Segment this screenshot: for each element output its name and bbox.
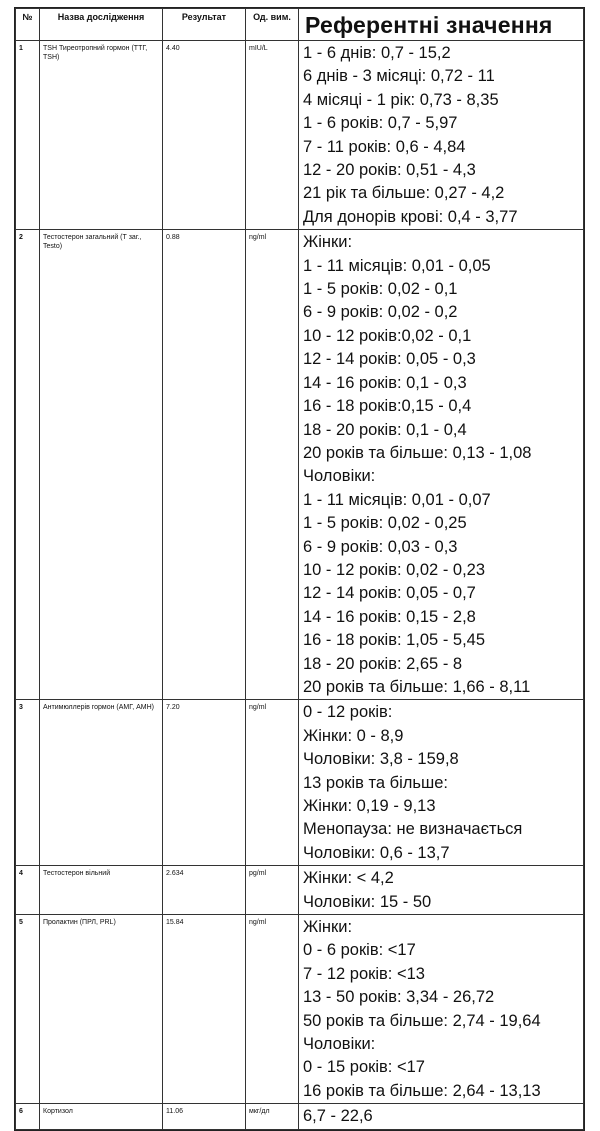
table-header-row <box>16 9 584 41</box>
test-name: Тестостерон загальний (Т заг., Testo) <box>40 230 163 700</box>
reference-line: 1 - 11 місяців: 0,01 - 0,07 <box>303 490 491 509</box>
reference-line: Чоловіки: 0,6 - 13,7 <box>303 843 450 862</box>
test-result: 11.06 <box>163 1104 246 1129</box>
reference-line: 7 - 12 років: <13 <box>303 964 425 983</box>
reference-line: Жінки: 0 - 8,9 <box>303 726 404 745</box>
table-row <box>16 700 584 866</box>
reference-values <box>299 700 584 866</box>
reference-values <box>299 1104 584 1129</box>
test-unit: pg/ml <box>246 866 299 915</box>
test-unit: ng/ml <box>246 230 299 700</box>
test-result: 2.634 <box>163 866 246 915</box>
reference-line: 4 місяці - 1 рік: 0,73 - 8,35 <box>303 90 499 109</box>
lab-results-table-container <box>14 7 585 1131</box>
table-row <box>16 866 584 915</box>
header-result: Результат <box>163 9 246 41</box>
table-body <box>16 41 584 1130</box>
test-result: 0.88 <box>163 230 246 700</box>
reference-values <box>299 230 584 700</box>
reference-line: Чоловіки: <box>303 467 376 486</box>
reference-line: 16 - 18 років:0,15 - 0,4 <box>303 397 472 416</box>
reference-line: 12 - 20 років: 0,51 - 4,3 <box>303 161 476 180</box>
reference-values <box>299 41 584 230</box>
reference-values <box>299 866 584 915</box>
reference-line: 0 - 15 років: <17 <box>303 1058 425 1077</box>
row-number: 2 <box>16 230 40 700</box>
reference-line: Жінки: < 4,2 <box>303 869 394 888</box>
reference-values <box>299 915 584 1104</box>
row-number: 3 <box>16 700 40 866</box>
reference-line: 0 - 6 років: <17 <box>303 941 416 960</box>
reference-line: 14 - 16 років: 0,1 - 0,3 <box>303 373 467 392</box>
reference-line: 1 - 5 років: 0,02 - 0,1 <box>303 280 458 299</box>
test-result: 7.20 <box>163 700 246 866</box>
reference-line: Чоловіки: 15 - 50 <box>303 892 432 911</box>
reference-line: Жінки: <box>303 233 353 252</box>
reference-line: Жінки: <box>303 918 353 937</box>
test-name: Пролактин (ПРЛ, PRL) <box>40 915 163 1104</box>
table-row <box>16 41 584 230</box>
reference-line: Для донорів крові: 0,4 - 3,77 <box>303 207 518 226</box>
row-number: 4 <box>16 866 40 915</box>
test-unit: ng/ml <box>246 915 299 1104</box>
reference-line: 0 - 12 років: <box>303 703 393 722</box>
reference-line: 18 - 20 років: 2,65 - 8 <box>303 654 463 673</box>
reference-line: 6 - 9 років: 0,03 - 0,3 <box>303 537 458 556</box>
reference-line: 20 років та більше: 0,13 - 1,08 <box>303 443 532 462</box>
reference-line: 16 років та більше: 2,64 - 13,13 <box>303 1081 541 1100</box>
header-test-name: Назва дослідження <box>40 9 163 41</box>
reference-line: 6 - 9 років: 0,02 - 0,2 <box>303 303 458 322</box>
row-number: 5 <box>16 915 40 1104</box>
reference-line: Чоловіки: <box>303 1035 376 1054</box>
test-unit: мкг/дл <box>246 1104 299 1129</box>
reference-line: 1 - 5 років: 0,02 - 0,25 <box>303 514 467 533</box>
test-result: 4.40 <box>163 41 246 230</box>
reference-line: 7 - 11 років: 0,6 - 4,84 <box>303 137 466 156</box>
table-row <box>16 230 584 700</box>
reference-line: 6,7 - 22,6 <box>303 1107 373 1126</box>
test-name: Кортизол <box>40 1104 163 1129</box>
reference-line: 14 - 16 років: 0,15 - 2,8 <box>303 607 476 626</box>
reference-line: 1 - 6 років: 0,7 - 5,97 <box>303 114 458 133</box>
reference-line: 1 - 6 днів: 0,7 - 15,2 <box>303 44 451 62</box>
reference-line: 1 - 11 місяців: 0,01 - 0,05 <box>303 256 491 275</box>
test-unit: ng/ml <box>246 700 299 866</box>
reference-line: Чоловіки: 3,8 - 159,8 <box>303 750 459 769</box>
reference-line: 50 років та більше: 2,74 - 19,64 <box>303 1011 541 1030</box>
test-unit: mIU/L <box>246 41 299 230</box>
reference-line: 10 - 12 років:0,02 - 0,1 <box>303 326 472 345</box>
test-name: Антимюллерів гормон (АМГ, АМН) <box>40 700 163 866</box>
test-name: Тестостерон вільний <box>40 866 163 915</box>
header-number: № <box>16 9 40 41</box>
table-row <box>16 1104 584 1129</box>
row-number: 1 <box>16 41 40 230</box>
reference-line: Менопауза: не визначається <box>303 820 523 839</box>
reference-line: 10 - 12 років: 0,02 - 0,23 <box>303 560 486 579</box>
header-unit: Од. вим. <box>246 9 299 41</box>
test-result: 15.84 <box>163 915 246 1104</box>
reference-line: 20 років та більше: 1,66 - 8,11 <box>303 677 531 696</box>
table-row <box>16 915 584 1104</box>
reference-line: 13 - 50 років: 3,34 - 26,72 <box>303 988 495 1007</box>
lab-results-table <box>15 8 584 1130</box>
reference-line: 16 - 18 років: 1,05 - 5,45 <box>303 631 486 650</box>
reference-line: 13 років та більше: <box>303 773 448 792</box>
reference-line: 6 днів - 3 місяці: 0,72 - 11 <box>303 67 495 86</box>
reference-line: Жінки: 0,19 - 9,13 <box>303 797 436 815</box>
reference-line: 18 - 20 років: 0,1 - 0,4 <box>303 420 467 439</box>
reference-line: 12 - 14 років: 0,05 - 0,7 <box>303 584 476 603</box>
header-reference-values: Референтні значення <box>299 9 584 41</box>
test-name: TSH Тиреотропний гормон (ТТГ, TSH) <box>40 41 163 230</box>
reference-line: 21 рік та більше: 0,27 - 4,2 <box>303 184 505 203</box>
row-number: 6 <box>16 1104 40 1129</box>
reference-line: 12 - 14 років: 0,05 - 0,3 <box>303 350 476 369</box>
